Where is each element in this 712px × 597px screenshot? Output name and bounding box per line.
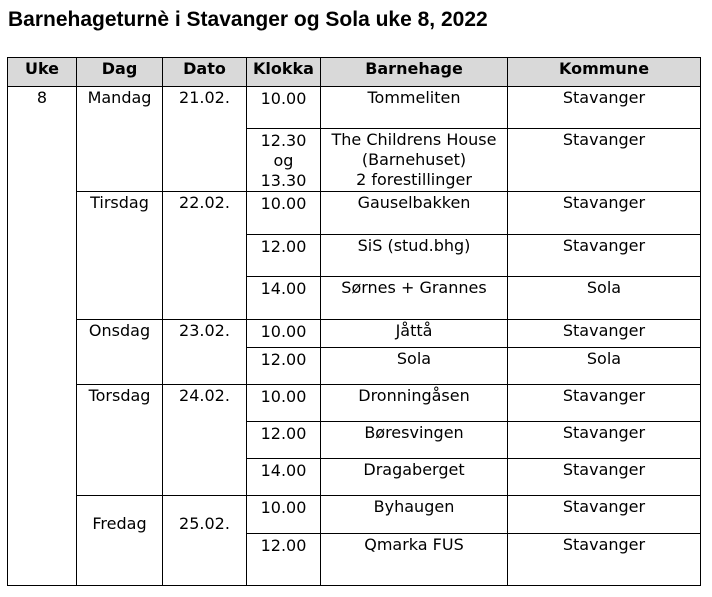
time-cell: 12.00 — [247, 534, 321, 586]
municipality-cell: Stavanger — [508, 496, 701, 534]
time-cell: 14.00 — [247, 277, 321, 320]
date-cell: 25.02. — [163, 496, 247, 586]
day-cell: Onsdag — [77, 320, 163, 385]
kindergarten-cell: SiS (stud.bhg) — [321, 235, 508, 277]
page-title: Barnehageturnè i Stavanger og Sola uke 8, 2022 — [8, 8, 488, 31]
municipality-cell: Stavanger — [508, 129, 701, 192]
kindergarten-cell: Byhaugen — [321, 496, 508, 534]
kindergarten-cell: Tommeliten — [321, 87, 508, 129]
table-row — [8, 192, 701, 235]
kindergarten-cell: Gauselbakken — [321, 192, 508, 235]
time-cell: 14.00 — [247, 459, 321, 496]
table-row — [8, 87, 701, 129]
date-cell: 22.02. — [163, 192, 247, 320]
municipality-cell: Stavanger — [508, 320, 701, 348]
day-cell: Fredag — [77, 496, 163, 586]
municipality-cell: Stavanger — [508, 87, 701, 129]
header-kommune: Kommune — [508, 58, 701, 87]
municipality-cell: Sola — [508, 348, 701, 385]
kindergarten-cell: Qmarka FUS — [321, 534, 508, 586]
header-klokka: Klokka — [247, 58, 321, 87]
time-cell: 10.00 — [247, 385, 321, 422]
municipality-cell: Stavanger — [508, 192, 701, 235]
date-cell: 23.02. — [163, 320, 247, 385]
kindergarten-cell: Dragaberget — [321, 459, 508, 496]
table-row — [8, 385, 701, 422]
header-dag: Dag — [77, 58, 163, 87]
time-cell: 10.00 — [247, 496, 321, 534]
municipality-cell: Stavanger — [508, 534, 701, 586]
kindergarten-cell: Dronningåsen — [321, 385, 508, 422]
kindergarten-cell: Sola — [321, 348, 508, 385]
schedule-table — [7, 57, 701, 586]
municipality-cell: Stavanger — [508, 459, 701, 496]
time-cell: 12.30 og 13.30 — [247, 129, 321, 192]
table-header-row — [8, 58, 701, 87]
day-cell: Tirsdag — [77, 192, 163, 320]
day-cell: Torsdag — [77, 385, 163, 496]
kindergarten-cell: Jåttå — [321, 320, 508, 348]
date-cell: 24.02. — [163, 385, 247, 496]
table-row — [8, 496, 701, 534]
day-cell: Mandag — [77, 87, 163, 192]
time-cell: 10.00 — [247, 87, 321, 129]
time-cell: 12.00 — [247, 348, 321, 385]
time-cell: 10.00 — [247, 320, 321, 348]
kindergarten-cell: Sørnes + Grannes — [321, 277, 508, 320]
municipality-cell: Stavanger — [508, 235, 701, 277]
municipality-cell: Sola — [508, 277, 701, 320]
header-uke: Uke — [8, 58, 77, 87]
time-cell: 12.00 — [247, 422, 321, 459]
municipality-cell: Stavanger — [508, 422, 701, 459]
kindergarten-cell: The Childrens House (Barnehuset) 2 forestillinger — [321, 129, 508, 192]
municipality-cell: Stavanger — [508, 385, 701, 422]
time-cell: 12.00 — [247, 235, 321, 277]
header-dato: Dato — [163, 58, 247, 87]
week-cell: 8 — [8, 87, 77, 586]
header-barnehage: Barnehage — [321, 58, 508, 87]
date-cell: 21.02. — [163, 87, 247, 192]
kindergarten-cell: Børesvingen — [321, 422, 508, 459]
table-row — [8, 320, 701, 348]
time-cell: 10.00 — [247, 192, 321, 235]
